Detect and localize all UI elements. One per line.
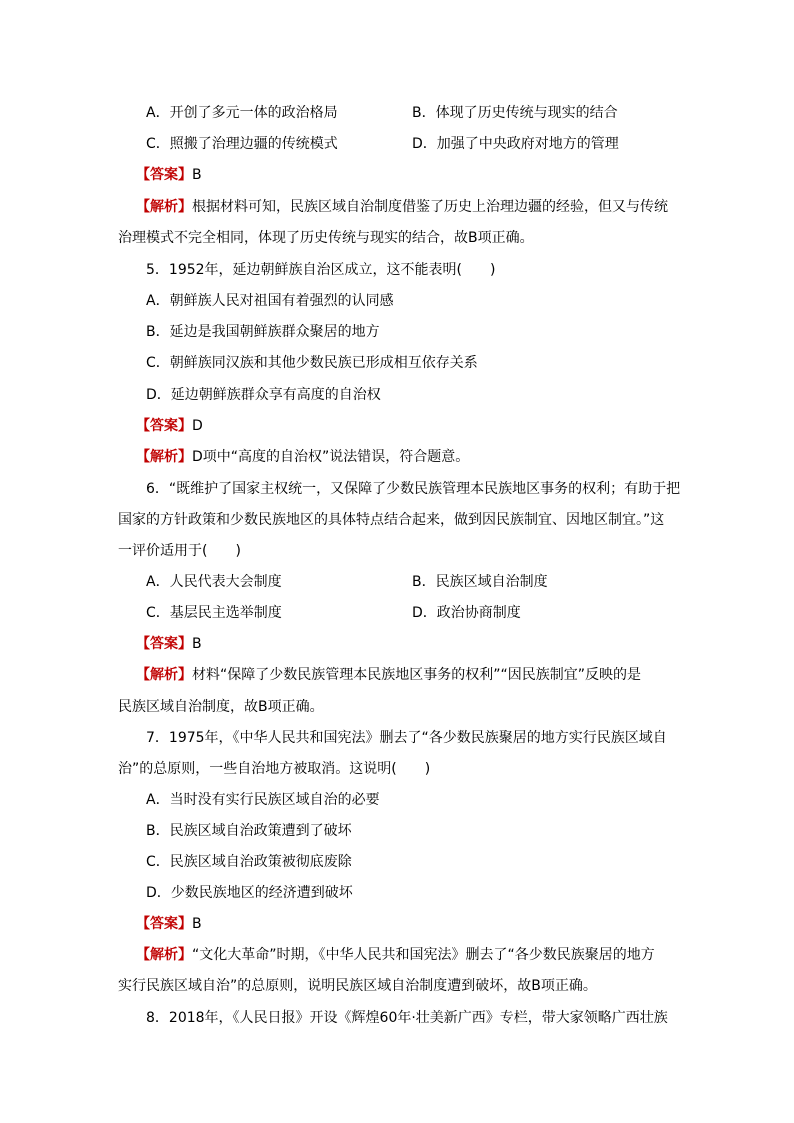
analysis-tag: 【解析】 <box>136 667 192 683</box>
q7-answer <box>136 915 696 933</box>
q6-stem-line-1: 6．“既维护了国家主权统一，又保障了少数民族管理本民族地区事务的权利；有助于把 <box>146 481 681 497</box>
q7-analysis-line-1 <box>136 946 696 964</box>
q5-answer <box>136 417 696 435</box>
q5-option-c: C．朝鲜族同汉族和其他少数民族已形成相互依存关系 <box>146 355 478 371</box>
q4-option-a: A．开创了多元一体的政治格局 <box>146 105 338 121</box>
q5-option-d: D．延边朝鲜族群众享有高度的自治权 <box>146 387 381 403</box>
q7-analysis-line-2: 实行民族区域自治”的总原则，说明民族区域自治制度遭到破坏，故B项正确。 <box>118 978 597 994</box>
answer-tag: 【答案】 <box>136 167 192 183</box>
answer-tag: 【答案】 <box>136 418 192 434</box>
q7-option-a: A．当时没有实行民族区域自治的必要 <box>146 792 380 808</box>
q4-analysis-line-2: 治理模式不完全相同，体现了历史传统与现实的结合，故B项正确。 <box>118 230 534 246</box>
q7-stem-line-1: 7．1975年，《中华人民共和国宪法》删去了“各少数民族聚居的地方实行民族区域自 <box>146 730 667 746</box>
answer-value: B <box>192 916 202 932</box>
q4-option-b: B．体现了历史传统与现实的结合 <box>412 105 618 121</box>
q5-option-a: A．朝鲜族人民对祖国有着强烈的认同感 <box>146 293 394 309</box>
q6-analysis-line-1 <box>136 666 696 684</box>
q6-option-c: C．基层民主选举制度 <box>146 605 282 621</box>
q4-answer <box>136 166 696 184</box>
answer-value: B <box>192 167 202 183</box>
answer-tag: 【答案】 <box>136 916 192 932</box>
q5-stem: 5．1952年，延边朝鲜族自治区成立，这不能表明( ) <box>146 262 496 278</box>
q6-stem-line-2: 国家的方针政策和少数民族地区的具体特点结合起来，做到因民族制宜、因地区制宜。”这 <box>118 512 665 528</box>
analysis-tag: 【解析】 <box>136 449 192 465</box>
q7-stem-line-2: 治”的总原则，一些自治地方被取消。这说明( ) <box>118 761 431 777</box>
analysis-text: “文化大革命”时期，《中华人民共和国宪法》删去了“各少数民族聚居的地方 <box>192 947 655 963</box>
q6-option-a: A．人民代表大会制度 <box>146 574 282 590</box>
answer-value: D <box>192 418 203 434</box>
answer-tag: 【答案】 <box>136 636 192 652</box>
q4-analysis-line-1 <box>136 198 696 216</box>
q5-analysis <box>136 448 696 466</box>
answer-value: B <box>192 636 202 652</box>
q7-option-b: B．民族区域自治政策遭到了破坏 <box>146 823 352 839</box>
q6-stem-line-3: 一评价适用于( ) <box>118 543 241 559</box>
q7-option-d: D．少数民族地区的经济遭到破坏 <box>146 885 353 901</box>
q4-option-d: D．加强了中央政府对地方的管理 <box>412 136 619 152</box>
analysis-tag: 【解析】 <box>136 947 192 963</box>
q6-option-b: B．民族区域自治制度 <box>412 574 548 590</box>
q8-stem: 8．2018年，《人民日报》开设《辉煌60年·壮美新广西》专栏，带大家领略广西壮族 <box>146 1010 668 1026</box>
q5-option-b: B．延边是我国朝鲜族群众聚居的地方 <box>146 324 380 340</box>
analysis-text: 材料“保障了少数民族管理本民族地区事务的权利”“因民族制宜”反映的是 <box>192 667 642 683</box>
q4-option-c: C．照搬了治理边疆的传统模式 <box>146 136 338 152</box>
q6-answer <box>136 635 696 653</box>
q6-analysis-line-2: 民族区域自治制度，故B项正确。 <box>118 699 324 715</box>
q7-option-c: C．民族区域自治政策被彻底废除 <box>146 854 352 870</box>
analysis-tag: 【解析】 <box>136 199 192 215</box>
analysis-text: D项中“高度的自治权”说法错误，符合题意。 <box>192 449 470 465</box>
analysis-text: 根据材料可知，民族区域自治制度借鉴了历史上治理边疆的经验，但又与传统 <box>192 199 668 215</box>
q6-option-d: D．政治协商制度 <box>412 605 521 621</box>
